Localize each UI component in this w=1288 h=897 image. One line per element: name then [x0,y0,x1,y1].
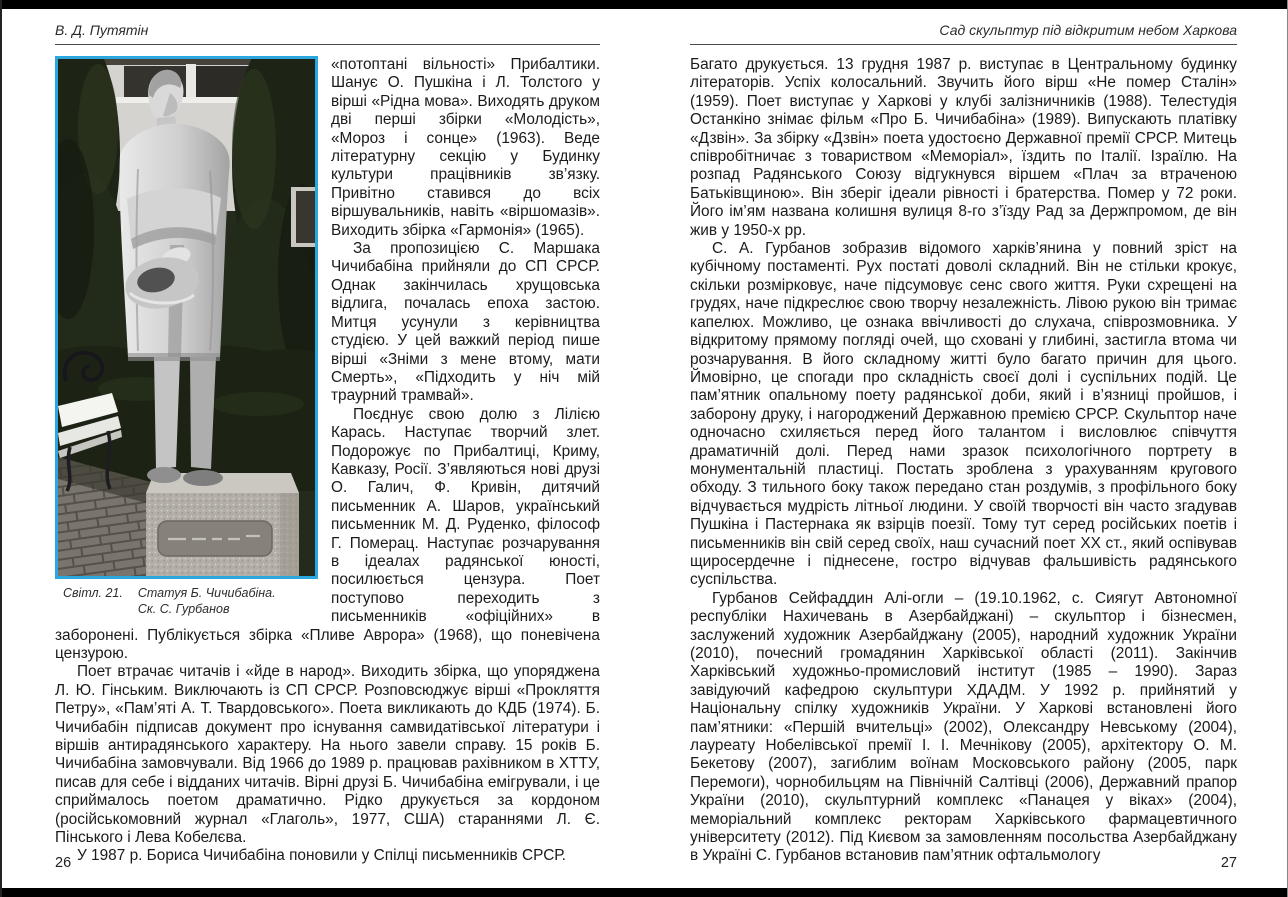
paragraph: «потоптані вільності» Прибалтики. Шанує О. Пушкіна і Л. Толстого у вірші «Рідна мова». Виходять друком дві перші збірки «Молодість», «Мороз і сонце» (1963). Веде літературну секцію у Будинку культури працівників зв’язку. Привітно ставився до всіх віршувальників, навіть «віршомазів». Виходить збірка «Гармонія» (1965). [331,56,600,239]
page-right-content [690,56,1237,866]
paragraph: С. А. Гурбанов зобразив відомого харків’янина у повний зріст на кубічному постаменті. Рух постаті доволі складний. Він не стільки крокує, скільки розмірковує, наче підсумовує сенс свого життя. Руки схрещені на грудях, наче підкреслює свою творчу незалежність. Лівою рукою він тримає капелюх. Можливо, це ознака ввічливості до слухача, співрозмовника. У відкритому прямому погляді очей, що сховані у глибині, застигла втома чи розчарування. В його складному житті було багато причин для цього. Ймовірно, це спогади про складність своєї долі і суспільних подій. Це пам’ятник опальному поету радянської доби, який і в’язниці пройшов, і заборону друку, і нагороджений Державною премією СРСР. Скульптор наче одночасно схиляється перед його талантом і висловлює співчуття драматичній долі. Перед нами зразок психологічного портрету в монументальній пластиці. Постать зроблена з урахуванням кругового обходу. З тильного боку також передано стан роздумів, з профільного боку відчувається мудрість літньої людини. У своїй творчості він часто згадував Пушкіна і Пастернака як взірців поезії. Тому тут серед російських поетів і письменників він свій серед своїх, наш сучасний поет ХХ ст., який оспівував щиросердечне і піднесене, гостро відчував фальшивість радянського суспільства. [690,240,1237,589]
page-left [55,22,600,866]
paragraph: Гурбанов Сейфаддин Алі-огли – (19.10.1962, с. Сиягут Автономної республіки Нахичевань в Азербайджані) – скульптор і бізнесмен, заслужений художник Азербайджану (2005), народний художник України (2010), почесний громадянин Харківської області (2011). Закінчив Харківський художньо-промисловий інститут (1985 – 1990). Зараз завідуючий кафедрою скульптури ХДАДМ. У 1992 р. прийнятий у Національну спілку художників України. У Харкові встановлені його пам’ятники: «Першій вчительці» (2002), Олександру Невському (2004), лауреату Нобелівської премії І. І. Мечнікову (2005), архітектору О. М. Бекетову (2007), загиблим воїнам Московського району (2005, парк Перемоги), чорнобильцям на Північній Салтівці (2006), Державний прапор України (2010), скульптурний комплекс «Панацея у віках» (2004), меморіальний комплекс ректорам Харківського фармацевтичного університету (2012). Під Києвом за замовленням посольства Азербайджану в Україні С. Гурбанов встановив пам’ятник офтальмологу [690,589,1237,865]
paragraph: Поет втрачає читачів і «йде в народ». Виходить збірка, що упоряджена Л. Ю. Гінським. Виключають із СП СРСР. Розповсюджує вірші «Прокляття Петру», «Пам’яті А. Т. Твардовського». Поета викликають до КДБ (1974). Б. Чичибабін підписав документ про існування самвидатівської літератури і віршів антирадянського характеру. На нього завели справу. 15 років Б. Чичибабіна замовчували. Від 1966 до 1989 р. працював рахівником в ХТТУ, писав для себе і відданих читачів. Вірні друзі Б. Чичибабіна емігрували, і це сприймалось поетом драматично. Рідко друкується за кордоном (російськомовний журнал «Глаголь», 1977, США) стараннями Л. Є. Пінського і Лева Кобелєва. [55,663,600,847]
paragraph: Поєднує свою долю з Лілією Карась. Наступає творчий злет. Подорожує по Прибалтиці, Криму, Кавказу, Росії. З’являються нові друзі О. Галич, Ф. Кривін, дитячий письменник А. Шаров, український письменник М. Д. Руденко, філософ Г. Померац. Наступає розчарування в ідеалах радянської юності, посилюється цензура. Поет поступово переходить з письменників «офіційних» в заборонені. Публікується збірка «Пливе Аврора» (1968), що поневічена цензурою. [55,405,600,662]
caption-label: Світл. 21. [63,586,123,600]
running-head-right: Сад скульптур під відкритим небом Харкова [690,22,1237,45]
paragraph: Багато друкується. 13 грудня 1987 р. виступає в Центральному будинку літераторів. Успіх колосальний. Звучить його вірш «Не помер Сталін» (1959). Поет виступає у Харкові у клубі залізничників (1988). Телестудія Останкіно знімає фільм «Про Б. Чичибабіна» (1989). Випускають платівку «Дзвін». За збірку «Дзвін» поета удостоєно Державної премії СРСР. Митець співробітничає з товариством «Меморіал», їздить по Італії. Ізраїлю. На розпад Радянського Союзу відгукнувся віршем «Плач за втраченою Батьківщиною». Він зберіг ідеали рівності і братерства. Помер у 72 роки. Його ім’ям названа колишня вулиця 8-го з’їзду Рад за Держпромом, де він жив у 1950-х рр. [690,56,1237,239]
paragraph: У 1987 р. Бориса Чичибабіна поновили у Спілці письменників СРСР. [77,847,566,865]
page-number-left: 26 [55,855,72,871]
caption-line-2: Ск. С. Гурбанов [137,601,230,616]
running-head-left: В. Д. Путятін [55,22,600,45]
caption-text [138,586,276,617]
scan-border-top [0,0,1288,9]
photo-caption [55,586,318,617]
figure-statue [55,56,318,617]
caption-line-1: Статуя Б. Чичибабіна. [137,586,276,600]
scan-border-left [0,0,2,897]
scan-border-bottom [0,888,1288,897]
statue-photo [55,56,318,579]
paragraph: За пропозицією С. Маршака Чичибабіна прийняли до СП СРСР. Однак закінчилась хрущовська відлига, почалась епоха застою. Митця усунули з керівництва студією. У цей важкий період пише вірші «Зніми з мене втому, мати Смерть», «Підходить у ніч мій траурний трамвай». [331,240,600,405]
page-right [690,22,1237,866]
page-number-right: 27 [1220,855,1237,871]
page-left-content [55,56,600,866]
left-fullwidth-text [55,663,600,865]
statue-photo-illustration [58,59,315,576]
